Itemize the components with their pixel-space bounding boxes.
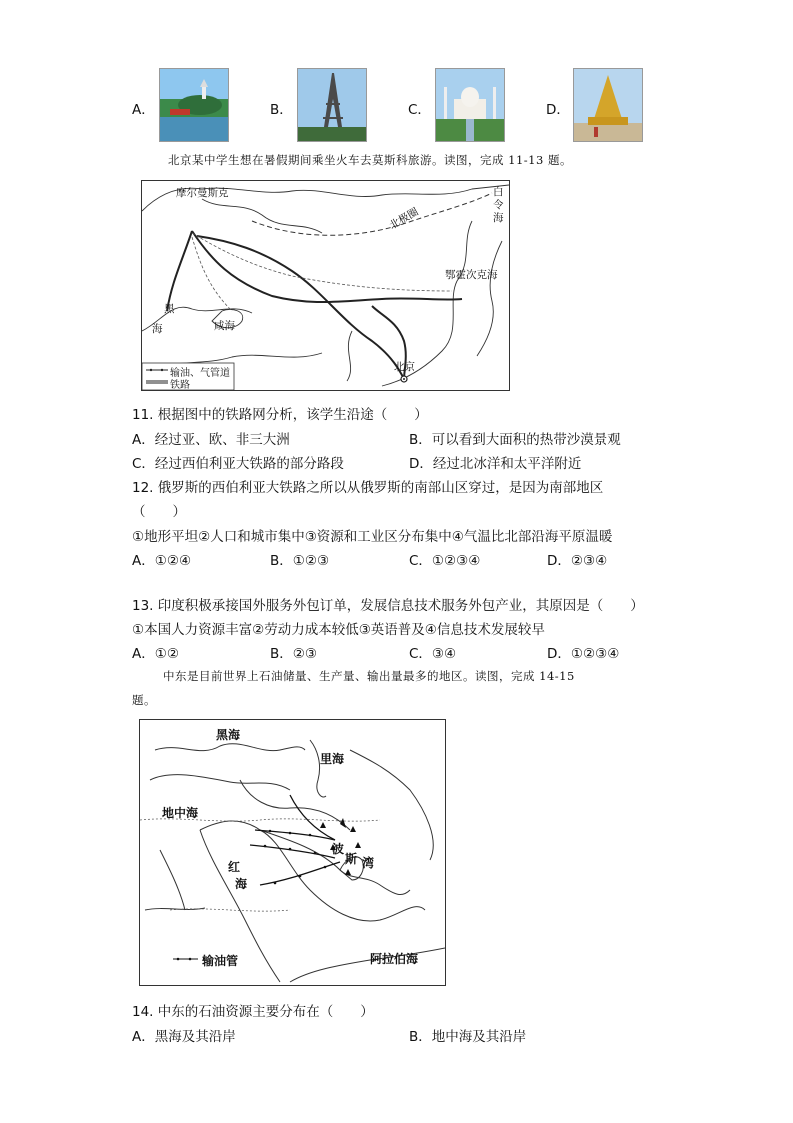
q12-stem: 12. 俄罗斯的西伯利亚大铁路之所以从俄罗斯的南部山区穿过，是因为南部地区 bbox=[132, 480, 604, 496]
q13-option-d: D．①②③④ bbox=[547, 646, 620, 662]
map1-label-murmansk: 摩尔曼斯克 bbox=[176, 187, 229, 199]
intro-q11-13: 北京某中学生想在暑假期间乘坐火车去莫斯科旅游。读图，完成 11-13 题。 bbox=[168, 153, 572, 167]
map2-label-red-sea-2: 海 bbox=[235, 877, 248, 891]
map2-label-persian-gulf-3: 湾 bbox=[362, 856, 375, 870]
q12-paren: （ ） bbox=[132, 504, 186, 520]
map1-label-black-sea-2: 海 bbox=[152, 323, 163, 335]
q11-option-a: A．经过亚、欧、非三大洲 bbox=[132, 432, 290, 448]
map2-label-arabian-sea: 阿拉伯海 bbox=[370, 952, 419, 966]
q12-items: ①地形平坦②人口和城市集中③资源和工业区分布集中④气温比北部沿海平原温暖 bbox=[132, 529, 613, 545]
map1-label-bering-2: 令 bbox=[493, 199, 504, 211]
map-middle-east-oil bbox=[139, 719, 446, 986]
map-middle-east-svg bbox=[140, 720, 445, 985]
map2-label-black-sea: 黑海 bbox=[216, 728, 241, 742]
option-a-label: A． bbox=[132, 102, 155, 118]
q14-stem: 14. 中东的石油资源主要分布在（ ） bbox=[132, 1004, 374, 1020]
photo-golden-pagoda bbox=[573, 68, 643, 142]
q12-option-d: D．②③④ bbox=[547, 553, 608, 569]
q11-option-c: C．经过西伯利亚大铁路的部分路段 bbox=[132, 456, 344, 472]
map-russia-railways-svg bbox=[142, 181, 509, 390]
map1-label-bering-1: 白 bbox=[493, 186, 504, 198]
intro-q14-15-cont: 题。 bbox=[132, 693, 156, 707]
photo-garden-pagoda bbox=[159, 68, 229, 142]
option-d-label: D． bbox=[546, 102, 570, 118]
map1-label-okhotsk: 鄂霍次克海 bbox=[445, 269, 498, 281]
intro-q14-15: 中东是目前世界上石油储量、生产量、输出量最多的地区。读图，完成 14-15 bbox=[163, 669, 575, 683]
photo-eiffel-tower bbox=[297, 68, 367, 142]
q14-option-b: B．地中海及其沿岸 bbox=[409, 1029, 527, 1045]
q11-option-d: D．经过北冰洋和太平洋附近 bbox=[409, 456, 582, 472]
q13-items: ①本国人力资源丰富②劳动力成本较低③英语普及④信息技术发展较早 bbox=[132, 622, 545, 638]
q13-option-c: C．③④ bbox=[409, 646, 457, 662]
q12-option-b: B．①②③ bbox=[270, 553, 330, 569]
option-b-label: B． bbox=[270, 102, 293, 118]
option-c-label: C． bbox=[408, 102, 431, 118]
q11-stem: 11. 根据图中的铁路网分析，该学生沿途（ ） bbox=[132, 407, 428, 423]
map1-label-black-sea-1: 黑 bbox=[164, 303, 175, 315]
map2-legend-pipeline: 输油管 bbox=[202, 954, 239, 968]
q13-stem: 13. 印度积极承接国外服务外包订单，发展信息技术服务外包产业，其原因是（ ） bbox=[132, 598, 644, 614]
q11-option-b: B．可以看到大面积的热带沙漠景观 bbox=[409, 432, 621, 448]
map1-label-bering-3: 海 bbox=[493, 212, 504, 224]
map1-label-arctic-circle: 北极圈 bbox=[387, 205, 421, 233]
q12-option-a: A．①②④ bbox=[132, 553, 192, 569]
map-russia-railways bbox=[141, 180, 510, 391]
q13-option-b: B．②③ bbox=[270, 646, 317, 662]
map2-label-mediterranean: 地中海 bbox=[162, 806, 199, 820]
q13-option-a: A．①② bbox=[132, 646, 179, 662]
q12-option-c: C．①②③④ bbox=[409, 553, 481, 569]
map2-label-persian-gulf-2: 斯 bbox=[345, 852, 358, 866]
map1-label-aral-sea: 咸海 bbox=[214, 320, 235, 332]
map2-label-caspian-sea: 里海 bbox=[320, 752, 345, 766]
map1-legend-pipeline: 输油、气管道 bbox=[170, 368, 230, 379]
map1-label-beijing: 北京 bbox=[394, 361, 415, 373]
q14-option-a: A．黑海及其沿岸 bbox=[132, 1029, 236, 1045]
map2-label-persian-gulf-1: 波 bbox=[332, 842, 345, 856]
photo-taj-mahal bbox=[435, 68, 505, 142]
map1-legend-rail: 铁路 bbox=[170, 380, 190, 391]
map2-label-red-sea-1: 红 bbox=[228, 860, 241, 874]
